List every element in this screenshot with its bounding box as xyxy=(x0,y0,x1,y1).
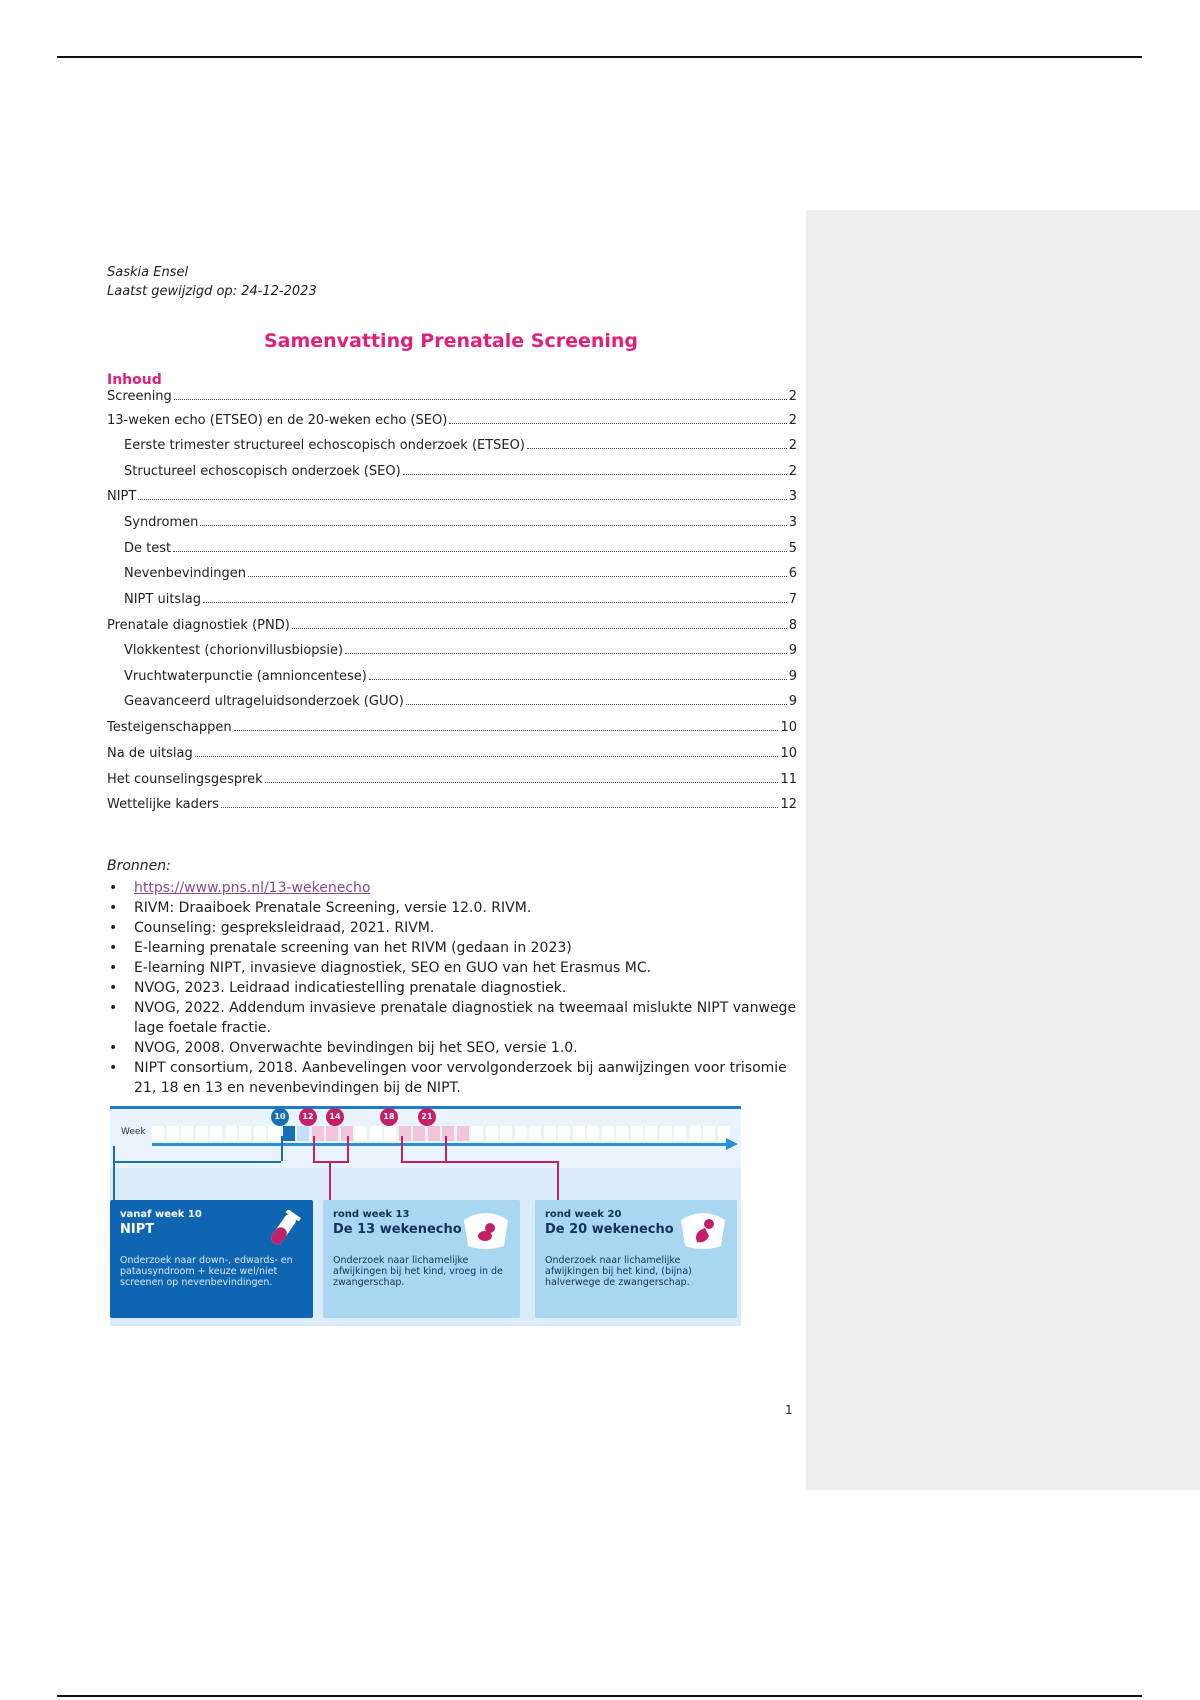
toc-leader-dots xyxy=(248,576,787,577)
toc-leader-dots xyxy=(138,499,786,500)
source-item xyxy=(107,958,797,978)
toc-entry[interactable] xyxy=(107,565,797,583)
toc-entry-page: 10 xyxy=(780,720,797,735)
toc-entry[interactable] xyxy=(107,488,797,506)
source-text: E-learning prenatale screening van het RIVM (gedaan in 2023) xyxy=(134,940,572,956)
toc-entry-label: Vlokkentest (chorionvillusbiopsie) xyxy=(124,643,344,658)
week-pin: 12 xyxy=(299,1108,317,1126)
week-cell xyxy=(602,1126,614,1141)
connector-20-weeks xyxy=(401,1136,447,1163)
toc-entry[interactable] xyxy=(107,617,797,635)
week-cell xyxy=(515,1126,527,1141)
connector-20-drop xyxy=(557,1161,559,1200)
toc-entry-label: Syndromen xyxy=(124,515,199,530)
toc-leader-dots xyxy=(527,448,787,449)
ultrasound-fetus-icon xyxy=(677,1210,729,1250)
toc-leader-dots xyxy=(265,782,779,783)
toc-leader-dots xyxy=(173,551,787,552)
source-item xyxy=(107,978,797,998)
week-cell xyxy=(587,1126,599,1141)
toc-leader-dots xyxy=(406,704,787,705)
week-cell xyxy=(283,1126,295,1141)
week-cell xyxy=(297,1126,309,1141)
comment-pane xyxy=(806,210,1200,1490)
week-cell xyxy=(674,1126,686,1141)
week-cell xyxy=(239,1126,251,1141)
toc-entry[interactable] xyxy=(107,591,797,609)
connector-20-top xyxy=(443,1161,557,1163)
source-text: Counseling: gespreksleidraad, 2021. RIVM. xyxy=(134,920,435,936)
toc-entry[interactable] xyxy=(107,388,797,406)
week-cell xyxy=(616,1126,628,1141)
toc-leader-dots xyxy=(221,807,779,808)
week-pin: 14 xyxy=(326,1108,344,1126)
toc-entry[interactable] xyxy=(107,463,797,481)
toc-entry[interactable] xyxy=(107,771,797,789)
card-20-week-scan xyxy=(535,1200,737,1318)
toc-entry-page: 2 xyxy=(788,464,797,479)
connector-nipt-up xyxy=(281,1136,283,1161)
toc-entry-page: 6 xyxy=(788,566,797,581)
toc-entry-label: Structureel echoscopisch onderzoek (SEO) xyxy=(124,464,401,479)
toc-entry-label: Screening xyxy=(107,389,172,404)
toc-entry-page: 3 xyxy=(788,515,797,530)
toc-entry-label: Eerste trimester structureel echoscopisch onderzoek (ETSEO) xyxy=(124,438,525,453)
toc-entry[interactable] xyxy=(107,412,797,430)
toc-entry-page: 10 xyxy=(780,746,797,761)
source-item xyxy=(107,898,797,918)
toc-entry-page: 8 xyxy=(788,618,797,633)
source-item[interactable] xyxy=(107,878,797,898)
toc-leader-dots xyxy=(369,679,787,680)
week-cell xyxy=(268,1126,280,1141)
toc-leader-dots xyxy=(345,653,787,654)
connector-13-drop xyxy=(329,1161,331,1200)
week-cell xyxy=(384,1126,396,1141)
week-cell xyxy=(210,1126,222,1141)
week-cell xyxy=(167,1126,179,1141)
toc-entry[interactable] xyxy=(107,796,797,814)
source-text: E-learning NIPT, invasieve diagnostiek, SEO en GUO van het Erasmus MC. xyxy=(134,960,652,976)
toc-leader-dots xyxy=(203,602,787,603)
week-cell xyxy=(500,1126,512,1141)
connector-nipt xyxy=(113,1146,283,1200)
toc-entry-label: NIPT uitslag xyxy=(124,592,202,607)
week-cell xyxy=(355,1126,367,1141)
sources-title: Bronnen: xyxy=(107,858,171,874)
card-13-week-scan xyxy=(323,1200,520,1318)
week-cell xyxy=(457,1126,469,1141)
week-cell xyxy=(573,1126,585,1141)
document-meta xyxy=(107,263,317,301)
source-item xyxy=(107,918,797,938)
source-link[interactable]: https://www.pns.nl/13-wekenecho xyxy=(134,880,371,896)
toc-entry[interactable] xyxy=(107,514,797,532)
sources-list xyxy=(107,878,797,1098)
source-item xyxy=(107,1058,797,1098)
week-cell xyxy=(660,1126,672,1141)
toc-entry[interactable] xyxy=(107,540,797,558)
card-kicker: rond week 20 xyxy=(545,1209,622,1220)
toc-entry[interactable] xyxy=(107,642,797,660)
week-cell xyxy=(558,1126,570,1141)
toc-entry-label: Na de uitslag xyxy=(107,746,193,761)
card-title: NIPT xyxy=(120,1222,155,1237)
week-pin: 21 xyxy=(418,1108,436,1126)
card-kicker: rond week 13 xyxy=(333,1209,410,1220)
author: Saskia Ensel xyxy=(107,265,189,280)
week-cell xyxy=(196,1126,208,1141)
toc-entry-label: NIPT xyxy=(107,489,137,504)
toc-entry-page: 9 xyxy=(788,669,797,684)
footer-rule xyxy=(57,1695,1142,1697)
card-title: De 20 wekenecho xyxy=(545,1222,674,1237)
week-cell xyxy=(703,1126,715,1141)
header-rule xyxy=(57,56,1142,58)
toc-entry-label: Geavanceerd ultrageluidsonderzoek (GUO) xyxy=(124,694,404,709)
toc-entry-page: 5 xyxy=(788,541,797,556)
toc-entry-page: 2 xyxy=(788,389,797,404)
toc-leader-dots xyxy=(174,399,787,400)
toc-entry[interactable] xyxy=(107,719,797,737)
timeline-arrowhead xyxy=(726,1138,738,1150)
toc-entry-label: Vruchtwaterpunctie (amnioncentese) xyxy=(124,669,367,684)
toc-leader-dots xyxy=(403,474,787,475)
week-cell xyxy=(254,1126,266,1141)
week-label: Week xyxy=(121,1127,146,1137)
week-cell xyxy=(181,1126,193,1141)
page-number: 1 xyxy=(785,1403,793,1417)
week-cell xyxy=(544,1126,556,1141)
source-text: NVOG, 2023. Leidraad indicatiestelling prenatale diagnostiek. xyxy=(134,980,567,996)
toc-leader-dots xyxy=(292,628,787,629)
toc-entry-label: Wettelijke kaders xyxy=(107,797,219,812)
week-cell xyxy=(689,1126,701,1141)
card-description: Onderzoek naar lichamelijke afwijkingen bij het kind, (bijna) halverwege de zwangerschap. xyxy=(545,1255,692,1288)
toc-entry-page: 3 xyxy=(788,489,797,504)
week-pin: 18 xyxy=(380,1108,398,1126)
toc-entry[interactable] xyxy=(107,693,797,711)
connector-nipt-top xyxy=(113,1161,281,1163)
toc-entry[interactable] xyxy=(107,437,797,455)
card-title: De 13 wekenecho xyxy=(333,1222,462,1237)
toc-entry-page: 2 xyxy=(788,413,797,428)
toc-entry-label: Nevenbevindingen xyxy=(124,566,247,581)
toc-entry-page: 9 xyxy=(788,694,797,709)
card-description: Onderzoek naar down-, edwards- en patausyndroom + keuze wel/niet screenen op nevenbevindingen. xyxy=(120,1255,293,1288)
toc-entry-label: Prenatale diagnostiek (PND) xyxy=(107,618,290,633)
screening-timeline-infographic xyxy=(110,1106,741,1326)
source-item xyxy=(107,998,797,1038)
toc-entry-page: 11 xyxy=(780,772,797,787)
toc-entry-label: De test xyxy=(124,541,172,556)
week-pin: 10 xyxy=(271,1108,289,1126)
week-cell xyxy=(471,1126,483,1141)
toc-entry-page: 12 xyxy=(780,797,797,812)
toc-leader-dots xyxy=(195,756,779,757)
source-text: NVOG, 2008. Onverwachte bevindingen bij het SEO, versie 1.0. xyxy=(134,1040,578,1056)
toc-leader-dots xyxy=(234,730,779,731)
source-text: NIPT consortium, 2018. Aanbevelingen voor vervolgonderzoek bij aanwijzingen voor trisomie 21, 18 en 13 en nevenbevindingen bij de NIPT. xyxy=(134,1060,787,1096)
document-title: Samenvatting Prenatale Screening xyxy=(263,330,639,352)
source-text: RIVM: Draaiboek Prenatale Screening, versie 12.0. RIVM. xyxy=(134,900,532,916)
ultrasound-fetus-icon xyxy=(460,1210,512,1250)
toc-leader-dots xyxy=(200,525,786,526)
toc-entry-page: 7 xyxy=(788,592,797,607)
card-kicker: vanaf week 10 xyxy=(120,1209,202,1220)
week-cell xyxy=(645,1126,657,1141)
toc-entry-label: Testeigenschappen xyxy=(107,720,232,735)
toc-entry-label: 13-weken echo (ETSEO) en de 20-weken echo (SEO) xyxy=(107,413,448,428)
week-cell xyxy=(631,1126,643,1141)
source-text: NVOG, 2022. Addendum invasieve prenatale diagnostiek na tweemaal mislukte NIPT vanwege lage foetale fractie. xyxy=(134,1000,797,1036)
connector-13-weeks xyxy=(313,1136,349,1163)
week-cell xyxy=(486,1126,498,1141)
toc-leader-dots xyxy=(449,423,786,424)
card-nipt xyxy=(110,1200,313,1318)
card-description: Onderzoek naar lichamelijke afwijkingen bij het kind, vroeg in de zwangerschap. xyxy=(333,1255,503,1288)
toc-entry[interactable] xyxy=(107,668,797,686)
toc-heading: Inhoud xyxy=(107,372,162,388)
source-item xyxy=(107,1038,797,1058)
week-cell xyxy=(529,1126,541,1141)
week-cell xyxy=(152,1126,164,1141)
toc-entry[interactable] xyxy=(107,745,797,763)
toc-entry-page: 9 xyxy=(788,643,797,658)
week-cell xyxy=(225,1126,237,1141)
last-modified: Laatst gewijzigd op: 24-12-2023 xyxy=(107,284,317,299)
test-tube-icon xyxy=(253,1210,305,1250)
week-cell xyxy=(370,1126,382,1141)
toc-entry-page: 2 xyxy=(788,438,797,453)
source-item xyxy=(107,938,797,958)
toc-entry-label: Het counselingsgesprek xyxy=(107,772,263,787)
